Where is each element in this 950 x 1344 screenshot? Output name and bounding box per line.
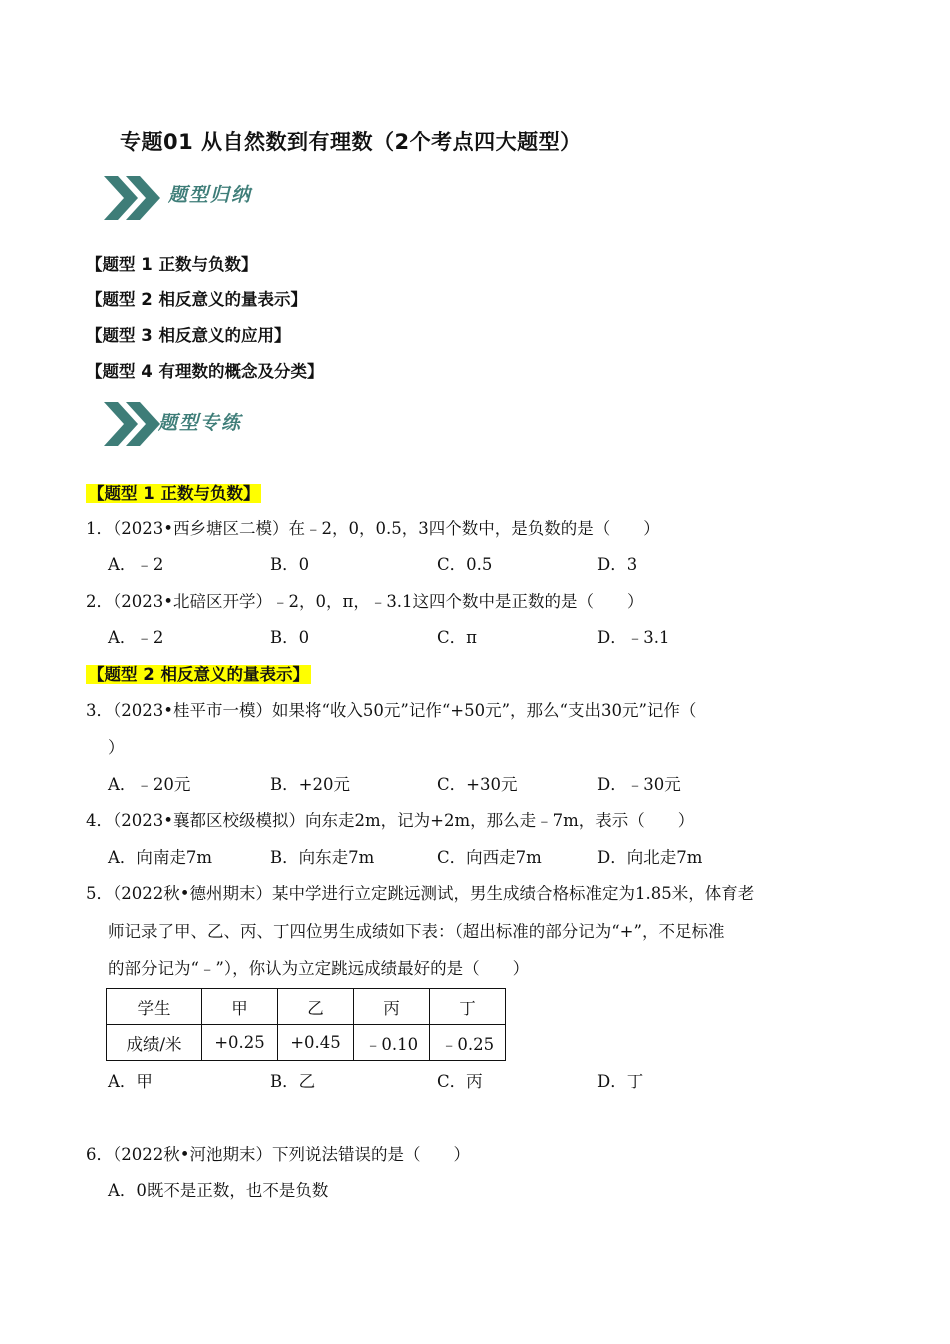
q2-option-d: D．﹣3.1	[597, 628, 670, 647]
summary-item-3: 【题型 3 相反意义的应用】	[86, 326, 291, 345]
q1-option-b: B．0	[270, 555, 310, 574]
table-cell: +0.25	[202, 1025, 278, 1061]
question-number: 4．	[86, 811, 113, 830]
question-4	[86, 807, 694, 831]
question-text: （2022秋•河池期末）下列说法错误的是（ ）	[113, 1145, 470, 1164]
q3-option-d: D．﹣30元	[597, 775, 681, 794]
summary-item-1: 【题型 1 正数与负数】	[86, 255, 258, 274]
page-title: 专题01 从自然数到有理数（2个考点四大题型）	[120, 130, 582, 154]
section-heading-2-text: 【题型 2 相反意义的量表示】	[88, 665, 309, 684]
q4-option-a: A．向南走7m	[108, 848, 213, 867]
question-number: 3．	[86, 701, 113, 720]
q6-option-a: A．0既不是正数，也不是负数	[108, 1181, 329, 1200]
question-number: 5．	[86, 884, 113, 903]
table-cell: 甲	[202, 989, 278, 1025]
q5-option-d: D．丁	[597, 1072, 644, 1091]
question-5	[86, 880, 754, 904]
table-row	[107, 1025, 506, 1061]
question-text: （2022秋•德州期末）某中学进行立定跳远测试，男生成绩合格标准定为1.85米，体育老	[113, 884, 755, 903]
question-5-line-2: 师记录了甲、乙、丙、丁四位男生成绩如下表：（超出标准的部分记为“+”，不足标准	[108, 922, 725, 941]
q3-option-b: B．+20元	[270, 775, 350, 794]
q2-option-c: C．π	[437, 628, 477, 647]
q5-option-b: B．乙	[270, 1072, 316, 1091]
banner-label-practice: 题型专练	[158, 412, 243, 434]
question-text: （2023•西乡塘区二模）在﹣2，0，0.5，3四个数中，是负数的是（ ）	[113, 519, 660, 538]
q1-option-a: A．﹣2	[108, 555, 164, 574]
question-text: （2023•襄都区校级模拟）向东走2m，记为+2m，那么走﹣7m，表示（ ）	[113, 811, 695, 830]
q5-option-a: A．甲	[108, 1072, 153, 1091]
section-heading-1-text: 【题型 1 正数与负数】	[88, 484, 260, 503]
banner-label-summary: 题型归纳	[168, 184, 253, 206]
q5-option-c: C．丙	[437, 1072, 483, 1091]
question-5-line-3: 的部分记为“﹣”），你认为立定跳远成绩最好的是（ ）	[108, 959, 530, 978]
question-number: 1．	[86, 519, 113, 538]
table-header-row	[107, 989, 506, 1025]
table-cell: 学生	[107, 989, 202, 1025]
question-number: 2．	[86, 592, 113, 611]
q4-option-b: B．向东走7m	[270, 848, 375, 867]
q1-option-d: D．3	[597, 555, 638, 574]
table-cell: +0.45	[278, 1025, 354, 1061]
section-heading-1	[86, 480, 261, 504]
table-cell: ﹣0.10	[354, 1025, 430, 1061]
q4-option-c: C．向西走7m	[437, 848, 542, 867]
summary-item-2: 【题型 2 相反意义的量表示】	[86, 290, 307, 309]
table-cell: 乙	[278, 989, 354, 1025]
section-heading-2	[86, 661, 311, 685]
question-6	[86, 1141, 470, 1165]
question-3-continuation: ）	[108, 738, 125, 757]
question-text: （2023•北碚区开学）﹣2，0，π，﹣3.1这四个数中是正数的是（ ）	[113, 592, 644, 611]
q4-option-d: D．向北走7m	[597, 848, 703, 867]
table-cell: ﹣0.25	[430, 1025, 506, 1061]
question-2	[86, 588, 644, 612]
q1-option-c: C．0.5	[437, 555, 493, 574]
q2-option-a: A．﹣2	[108, 628, 164, 647]
q3-option-a: A．﹣20元	[108, 775, 191, 794]
table-cell: 丁	[430, 989, 506, 1025]
summary-item-4: 【题型 4 有理数的概念及分类】	[86, 362, 324, 381]
q3-option-c: C．+30元	[437, 775, 518, 794]
table-cell: 成绩/米	[107, 1025, 202, 1061]
question-3	[86, 697, 696, 721]
question-1	[86, 515, 660, 539]
question-number: 6．	[86, 1145, 113, 1164]
q2-option-b: B．0	[270, 628, 310, 647]
question-text: （2023•桂平市一模）如果将“收入50元”记作“+50元”，那么“支出30元”记作（	[113, 701, 697, 720]
table-cell: 丙	[354, 989, 430, 1025]
score-table	[106, 988, 506, 1061]
